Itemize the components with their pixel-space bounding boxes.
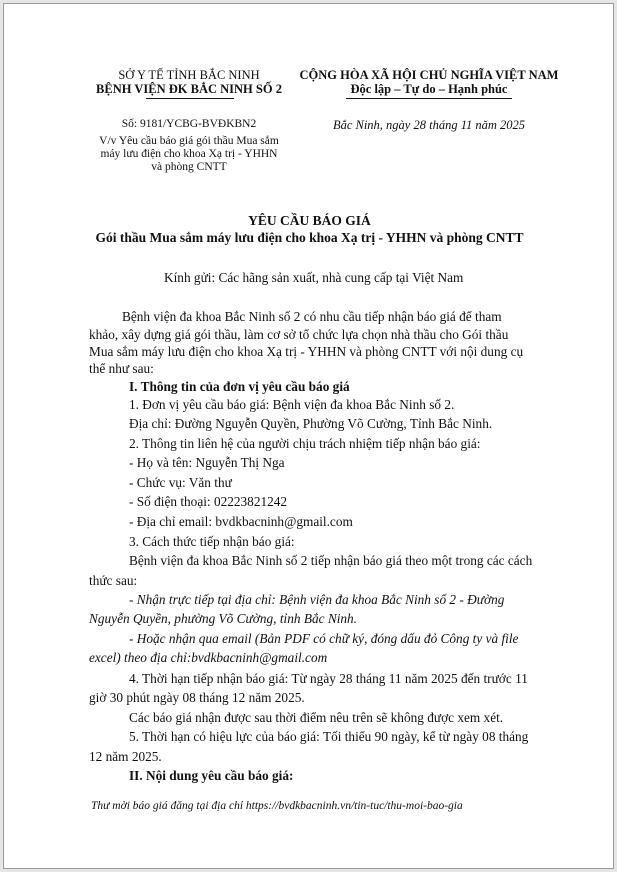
document-subtitle: Gói thầu Mua sắm máy lưu điện cho khoa Xạ trị - YHHN và phòng CNTT <box>95 230 524 245</box>
receiving-method-item: 3. Cách thức tiếp nhận báo giá: <box>129 534 295 549</box>
nation-name: CỘNG HÒA XÃ HỘI CHỦ NGHĨA VIỆT NAM <box>299 68 559 82</box>
motto-underline <box>346 98 512 99</box>
footer-note: Thư mời báo giá đăng tại địa chỉ https://bvdkbacninh.vn/tin-tuc/thu-moi-bao-gia <box>91 800 463 812</box>
subject-line-1: V/v Yêu cầu báo giá gói thầu Mua sắm <box>99 135 279 147</box>
national-motto: Độc lập – Tự do – Hạnh phúc <box>350 82 508 96</box>
email-delivery-line-2: excel) theo địa chỉ:bvdkbacninh@gmail.com <box>89 650 328 665</box>
document-page <box>3 3 614 869</box>
section-1-heading: I. Thông tin của đơn vị yêu cầu báo giá <box>129 379 350 394</box>
validity-line-1: 5. Thời hạn có hiệu lực của báo giá: Tối thiểu 90 ngày, kể từ ngày 08 tháng <box>129 729 529 744</box>
recipient-line: Kính gửi: Các hãng sản xuất, nhà cung cấp tại Việt Nam <box>164 270 464 285</box>
place-and-date: Bắc Ninh, ngày 28 tháng 11 năm 2025 <box>332 118 526 132</box>
deadline-line-1: 4. Thời hạn tiếp nhận báo giá: Từ ngày 28 tháng 11 năm 2025 đến trước 11 <box>129 671 528 686</box>
late-submission-note: Các báo giá nhận được sau thời điểm nêu trên sẽ không được xem xét. <box>129 710 504 725</box>
intro-line-3: Mua sắm máy lưu điện cho khoa Xạ trị - YHHN và phòng CNTT với nội dung cụ <box>89 344 524 359</box>
direct-delivery-line-2: Nguyễn Quyền, phường Võ Cường, tỉnh Bắc Ninh. <box>89 611 358 626</box>
hospital-underline <box>146 98 234 99</box>
email-delivery-line-1: - Hoặc nhận qua email (Bản PDF có chữ ký, đóng dấu đỏ Công ty và file <box>129 631 519 646</box>
contact-email: - Địa chỉ email: bvdkbacninh@gmail.com <box>129 514 353 529</box>
contact-info-item: 2. Thông tin liên hệ của người chịu trách nhiệm tiếp nhận báo giá: <box>129 436 481 451</box>
subject-line-2: máy lưu điện cho khoa Xạ trị - YHHN <box>100 148 278 160</box>
contact-phone: - Số điện thoại: 02223821242 <box>129 494 288 509</box>
document-title: YÊU CẦU BÁO GIÁ <box>248 213 371 228</box>
validity-line-2: 12 năm 2025. <box>89 749 162 764</box>
contact-name: - Họ và tên: Nguyễn Thị Nga <box>129 455 285 470</box>
contact-position: - Chức vụ: Văn thư <box>129 475 232 490</box>
subject-line-3: và phòng CNTT <box>151 161 227 173</box>
method-line-2: thức sau: <box>89 573 138 588</box>
intro-line-1: Bệnh viện đa khoa Bắc Ninh số 2 có nhu cầu tiếp nhận báo giá để tham <box>122 309 502 324</box>
requester-item: 1. Đơn vị yêu cầu báo giá: Bệnh viện đa khoa Bắc Ninh số 2. <box>129 397 455 412</box>
direct-delivery-line-1: - Nhận trực tiếp tại địa chỉ: Bệnh viện đa khoa Bắc Ninh số 2 - Đường <box>129 592 505 607</box>
intro-line-4: thể như sau: <box>89 361 154 376</box>
requester-address: Địa chỉ: Đường Nguyễn Quyền, Phường Võ Cường, Tỉnh Bắc Ninh. <box>129 416 493 431</box>
intro-line-2: khảo, xây dựng giá gói thầu, làm cơ sở tổ chức lựa chọn nhà thầu cho Gói thầu <box>89 327 509 342</box>
hospital-name: BỆNH VIỆN ĐK BẮC NINH SỐ 2 <box>96 82 282 96</box>
method-line-1: Bệnh viện đa khoa Bắc Ninh số 2 tiếp nhận báo giá theo một trong các cách <box>129 553 533 568</box>
document-number: Số: 9181/YCBG-BVĐKBN2 <box>121 118 257 130</box>
section-2-heading: II. Nội dung yêu cầu báo giá: <box>129 768 294 783</box>
ministry-name: SỞ Y TẾ TỈNH BẮC NINH <box>118 68 260 82</box>
deadline-line-2: giờ 30 phút ngày 08 tháng 12 năm 2025. <box>89 690 305 705</box>
